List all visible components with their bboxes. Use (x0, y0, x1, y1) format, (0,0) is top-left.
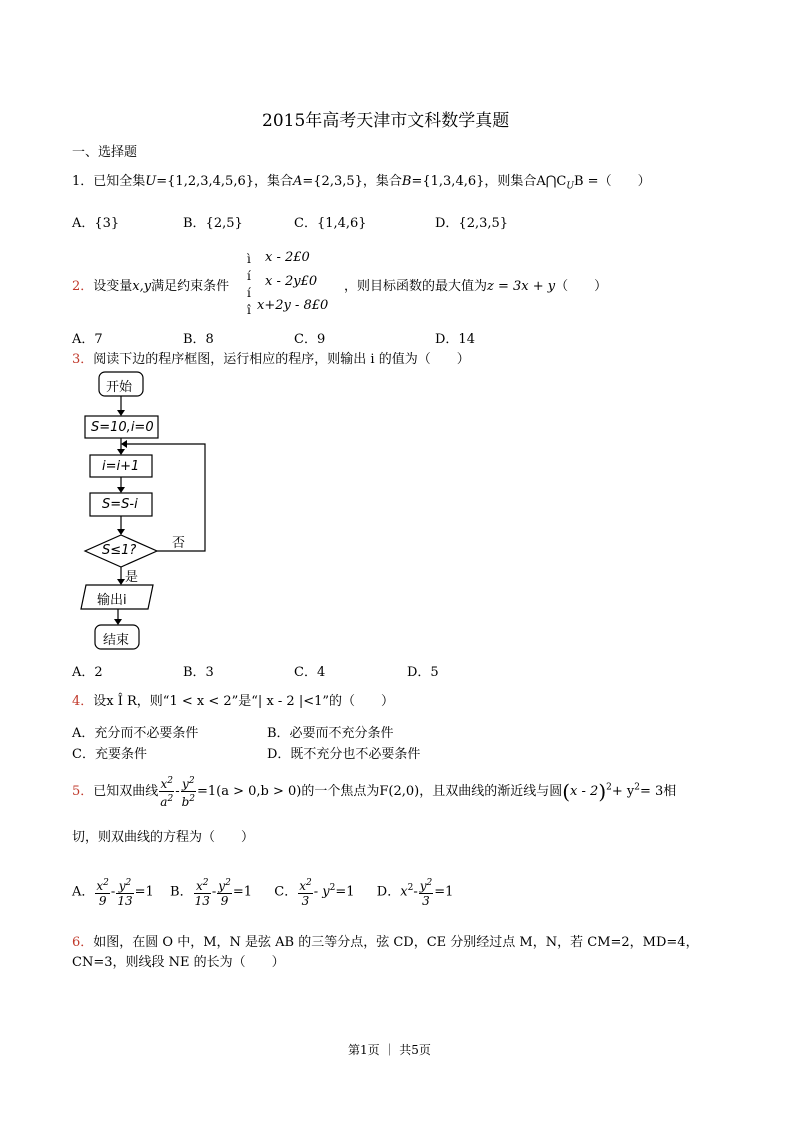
q4-option-d: D．既不充分也不必要条件 (267, 747, 421, 762)
q5-b-d1: 13 (194, 894, 210, 908)
q5-b-minus: - (211, 884, 217, 900)
q2-constraint-1: x - 2£0 (265, 250, 310, 265)
q5-c-n1: x (299, 879, 306, 893)
q5-number: 5． (72, 784, 94, 799)
q5-option-c-label: C． (274, 884, 298, 900)
q5-option-d-label: D． (376, 884, 401, 900)
q5-a-n2: y (118, 879, 126, 893)
q4-text: 设x Î R，则“1 < x < 2”是“| x - 2 |<1”的（ ） (93, 694, 395, 709)
q2-option-a: A．7 (72, 332, 103, 347)
q5-b-frac1 (194, 876, 211, 908)
brace-mid: í (247, 269, 251, 283)
q6-line2: CN=3，则线段 NE 的长为（ ） (72, 955, 285, 970)
page-title: 2015年高考天津市文科数学真题 (262, 111, 510, 131)
q2-text: 设变量 (93, 279, 133, 294)
q5-frac-x (159, 774, 174, 809)
q5-text-b: 的一个焦点为F(2,0)，且双曲线的渐近线与圆 (301, 784, 563, 799)
q5-a-n1-sq: 2 (103, 878, 109, 888)
q5-a-n1: x (96, 879, 104, 893)
q5-d-first: x (400, 884, 408, 900)
q5-c-n1-sq: 2 (306, 878, 312, 888)
q1-option-c: C．{1,4,6} (294, 216, 367, 231)
q5-b-n1-sq: 2 (202, 878, 209, 888)
q5-option-a-label: A． (72, 884, 95, 900)
q5-b-sq: 2 (189, 794, 196, 804)
flow-arrowhead-3 (117, 487, 125, 493)
brace-top: ì (247, 252, 251, 266)
q5-x: x (160, 777, 168, 791)
q5-c-frac1 (298, 876, 313, 908)
flow-arrowhead-6 (114, 619, 122, 625)
q3-option-b: B．3 (183, 665, 214, 680)
q1-option-d: D．{2,3,5} (435, 216, 509, 231)
flow-start-label: 开始 (106, 380, 133, 395)
q5-b-frac2-num (217, 876, 232, 894)
q3-option-a: A．2 (72, 665, 103, 680)
q4-option-c: C．充要条件 (72, 747, 147, 762)
q5-b-d2: 9 (220, 894, 229, 908)
q1-set-a: ={2,3,5}，集合 (302, 174, 402, 189)
q2-after-text: ，则目标函数的最大值为 (344, 279, 488, 294)
flow-arrowhead-2 (117, 449, 125, 455)
q5-b-n2-sq: 2 (225, 878, 231, 888)
q5-circle-a: x - 2 (570, 784, 599, 799)
q5-frac-y-num (181, 774, 196, 792)
q5-x-sq: 2 (167, 776, 173, 786)
q5-option-b-label: B． (170, 884, 193, 900)
q1-set-u: ={1,2,3,4,5,6}，集合 (156, 174, 293, 189)
q3-number: 3． (72, 352, 94, 367)
flow-init-label: S=10,i=0 (91, 420, 154, 435)
q5-b-frac2 (217, 876, 232, 908)
q5-d-n2: y (419, 879, 427, 893)
q2-constraint-3: x+2y - 8£0 (257, 298, 329, 313)
q5-c-d1: 3 (301, 894, 310, 908)
q5-circle-sq: 2 (606, 782, 612, 793)
q5-circle-sq2: 2 (634, 782, 640, 793)
q1-text: 已知全集 (93, 174, 146, 189)
flow-cond-label: S≤1? (102, 543, 137, 558)
flow-end-label: 结束 (103, 633, 130, 648)
q5-y-sq: 2 (188, 776, 195, 786)
q5-a-frac1 (95, 876, 110, 908)
q5-d-minus: - (413, 884, 418, 900)
q2-paren: （ ） (555, 279, 608, 294)
q3-option-c: C．4 (294, 665, 326, 680)
q5-b-n2: y (218, 879, 226, 893)
q2-option-d: D．14 (435, 332, 475, 347)
flow-no-label: 否 (172, 536, 186, 551)
section-heading: 一、选择题 (72, 145, 138, 160)
q5-b: b (181, 795, 190, 809)
q5-a-sq: 2 (167, 794, 174, 804)
q5-y: y (182, 777, 189, 791)
q1-tail: B =（ ） (573, 174, 651, 189)
flow-arrowhead-4 (117, 529, 125, 535)
q5-d-eq: =1 (434, 884, 454, 900)
q5-c-frac1-num (298, 876, 313, 894)
q5-a-d1: 9 (98, 894, 107, 908)
q2-text2: 满足约束条件 (151, 279, 230, 294)
q1-b: B (401, 174, 412, 189)
q5-frac-x-num (159, 774, 174, 792)
q5-c-rest: - y (313, 884, 330, 900)
q2-option-b: B．8 (183, 332, 214, 347)
q5-d-n2-sq: 2 (426, 878, 433, 888)
flow-arrowhead-loop (121, 440, 127, 448)
q5-a-frac2-num (116, 876, 133, 894)
question-6 (72, 931, 699, 950)
question-5 (72, 774, 676, 809)
q4-number: 4． (72, 694, 94, 709)
q5-a-eq: =1 (134, 884, 154, 900)
q3-option-d: D．5 (407, 665, 439, 680)
q5-eq: =1(a > 0,b > 0) (197, 784, 302, 799)
q5-frac-x-den (159, 792, 174, 809)
q5-b-n1: x (195, 879, 203, 893)
brace-bot: î (247, 303, 251, 317)
brace-mid-2: í (247, 286, 251, 300)
q5-minus: - (175, 784, 180, 799)
q5-b-frac1-num (194, 876, 211, 894)
q5-circle-b: + y (611, 784, 635, 799)
q5-d-frac (419, 876, 434, 908)
q5-d-frac-num (419, 876, 434, 894)
q5-a-frac1-num (95, 876, 110, 894)
q4-option-b: B．必要而不充分条件 (267, 726, 394, 741)
flow-step1-label: i=i+1 (102, 459, 140, 474)
q5-paren-close: ) (598, 779, 607, 804)
q5-text-a: 已知双曲线 (93, 784, 159, 799)
q2-vars: x,y (132, 279, 152, 294)
q1-option-a: A．{3} (72, 216, 120, 231)
question-4 (72, 690, 394, 709)
q5-b-eq: =1 (232, 884, 252, 900)
q5-d-d2: 3 (422, 894, 430, 908)
q1-sub-u: U (566, 181, 574, 192)
q1-a: A (293, 174, 303, 189)
q5-c-rest-sq: 2 (329, 883, 336, 894)
q5-paren-open: ( (562, 779, 571, 804)
flow-yes-label: 是 (125, 570, 139, 585)
flow-arrowhead-1 (117, 410, 125, 416)
q2-option-c: C．9 (294, 332, 326, 347)
q1-u: U (145, 174, 157, 189)
q5-line2: 切，则双曲线的方程为（ ） (72, 830, 255, 845)
q5-a: a (160, 795, 168, 809)
q2-objective: z = 3x + y (487, 279, 556, 294)
q5-frac-y-den (181, 792, 196, 809)
q5-frac-y (181, 774, 196, 809)
q5-options (72, 876, 453, 908)
q1-number: 1． (72, 174, 94, 189)
q5-circle-c: = 3相 (639, 784, 677, 799)
q1-option-b: B．{2,5} (183, 216, 243, 231)
q5-d-first-sq: 2 (407, 883, 414, 894)
page-footer: 第1页 ｜ 共5页 (348, 1043, 431, 1057)
q5-a-d2: 13 (117, 894, 133, 908)
q4-option-a: A．充分而不必要条件 (72, 726, 199, 741)
q3-text: 阅读下边的程序框图，运行相应的程序，则输出 i 的值为（ ） (93, 352, 470, 367)
q6-number: 6． (72, 935, 94, 950)
q1-set-b: ={1,3,4,6}，则集合A⋂C (411, 174, 567, 189)
q5-a-minus: - (110, 884, 116, 900)
q2-number: 2． (72, 279, 94, 294)
q5-c-eq: =1 (335, 884, 355, 900)
flow-arrowhead-5 (117, 579, 125, 585)
q2-constraint-2: x - 2y£0 (265, 274, 318, 289)
flow-step2-label: S=S-i (102, 497, 138, 512)
q6-line1: 如图，在圆 O 中，M，N 是弦 AB 的三等分点，弦 CD，CE 分别经过点 M，N，若 CM=2，MD=4， (93, 935, 699, 950)
q5-a-frac2 (116, 876, 133, 908)
flow-output-label: 输出i (97, 593, 127, 608)
q5-a-n2-sq: 2 (125, 878, 132, 888)
